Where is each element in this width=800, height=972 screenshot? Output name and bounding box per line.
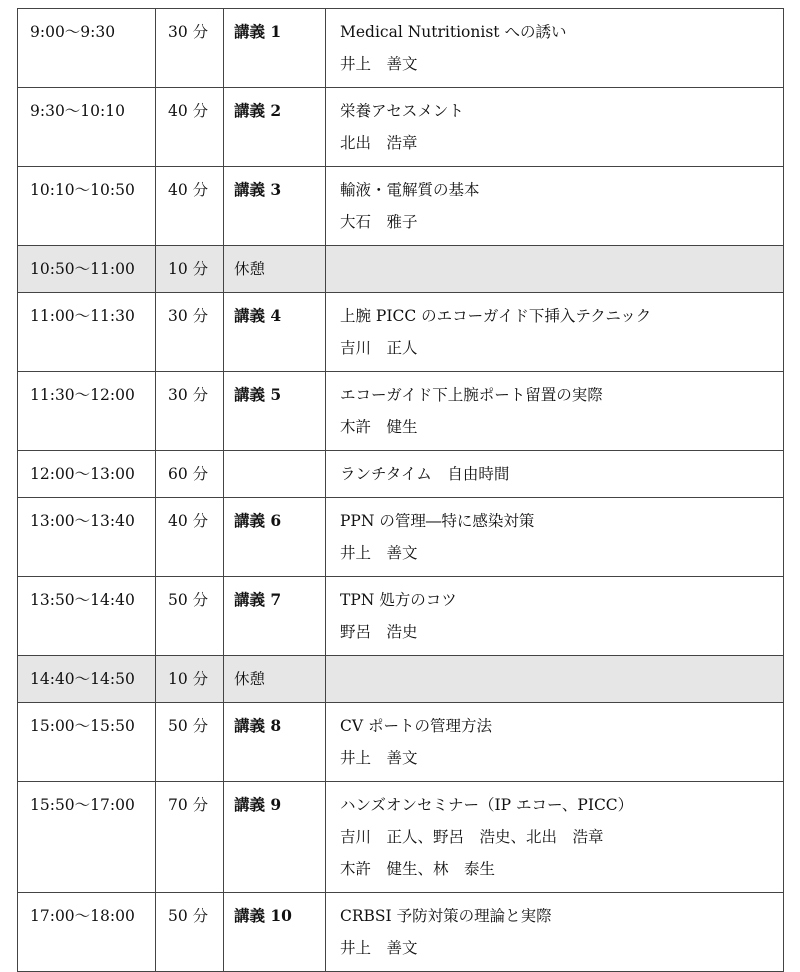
time-cell: 15:50～17:00 [18, 782, 156, 893]
topic-title: ランチタイム 自由時間 [340, 465, 510, 483]
speaker-names: 吉川 正人 [340, 339, 418, 357]
duration-cell: 40 分 [156, 167, 224, 246]
topic-cell [326, 893, 784, 972]
time-cell: 11:00～11:30 [18, 293, 156, 372]
speaker-names: 木許 健生 [340, 418, 418, 436]
lecture-cell: 講義 6 [224, 498, 326, 577]
topic-cell [326, 498, 784, 577]
time-cell: 14:40～14:50 [18, 656, 156, 703]
topic-title: PPN の管理―特に感染対策 [340, 512, 535, 530]
duration-cell: 50 分 [156, 893, 224, 972]
duration-cell: 10 分 [156, 246, 224, 293]
table-row [18, 782, 784, 893]
time-cell: 15:00～15:50 [18, 703, 156, 782]
duration-cell: 30 分 [156, 372, 224, 451]
lecture-cell: 講義 5 [224, 372, 326, 451]
lecture-cell: 講義 10 [224, 893, 326, 972]
table-row [18, 372, 784, 451]
topic-cell [326, 782, 784, 893]
lecture-cell: 講義 1 [224, 9, 326, 88]
time-cell: 10:50～11:00 [18, 246, 156, 293]
topic-title: エコーガイド下上腕ポート留置の実際 [340, 386, 603, 404]
duration-cell: 40 分 [156, 498, 224, 577]
duration-cell: 70 分 [156, 782, 224, 893]
break-row [18, 246, 784, 293]
topic-cell [326, 9, 784, 88]
topic-title: CV ポートの管理方法 [340, 717, 492, 735]
lecture-cell: 講義 8 [224, 703, 326, 782]
table-row [18, 893, 784, 972]
table-row [18, 451, 784, 498]
schedule-table [17, 8, 784, 972]
topic-cell [326, 577, 784, 656]
duration-cell: 10 分 [156, 656, 224, 703]
time-cell: 9:00～9:30 [18, 9, 156, 88]
time-cell: 12:00～13:00 [18, 451, 156, 498]
duration-cell: 30 分 [156, 9, 224, 88]
time-cell: 9:30～10:10 [18, 88, 156, 167]
table-row [18, 703, 784, 782]
duration-cell: 40 分 [156, 88, 224, 167]
topic-cell [326, 246, 784, 293]
topic-cell [326, 656, 784, 703]
time-cell: 10:10～10:50 [18, 167, 156, 246]
duration-cell: 50 分 [156, 703, 224, 782]
topic-title: CRBSI 予防対策の理論と実際 [340, 907, 552, 925]
topic-title: TPN 処方のコツ [340, 591, 457, 609]
topic-cell [326, 372, 784, 451]
speaker-names: 井上 善文 [340, 749, 418, 767]
topic-title: 輸液・電解質の基本 [340, 181, 480, 199]
speaker-names: 井上 善文 [340, 55, 418, 73]
speaker-names: 北出 浩章 [340, 134, 418, 152]
table-row [18, 293, 784, 372]
topic-cell [326, 451, 784, 498]
time-cell: 11:30～12:00 [18, 372, 156, 451]
lecture-cell: 講義 2 [224, 88, 326, 167]
table-row [18, 88, 784, 167]
lecture-cell: 休憩 [224, 656, 326, 703]
speaker-names: 野呂 浩史 [340, 623, 418, 641]
topic-title: 上腕 PICC のエコーガイド下挿入テクニック [340, 307, 652, 325]
speaker-names: 木許 健生、林 泰生 [340, 860, 496, 878]
topic-cell [326, 293, 784, 372]
schedule-body [18, 9, 784, 972]
break-row [18, 656, 784, 703]
speaker-names: 吉川 正人、野呂 浩史、北出 浩章 [340, 828, 604, 846]
table-row [18, 498, 784, 577]
lecture-cell: 講義 7 [224, 577, 326, 656]
topic-cell [326, 167, 784, 246]
topic-title: Medical Nutritionist への誘い [340, 23, 567, 41]
duration-cell: 30 分 [156, 293, 224, 372]
speaker-names: 井上 善文 [340, 939, 418, 957]
time-cell: 17:00～18:00 [18, 893, 156, 972]
lecture-cell: 講義 3 [224, 167, 326, 246]
lecture-cell [224, 451, 326, 498]
table-row [18, 167, 784, 246]
topic-title: ハンズオンセミナー（IP エコー、PICC） [340, 796, 634, 814]
time-cell: 13:50～14:40 [18, 577, 156, 656]
lecture-cell: 講義 9 [224, 782, 326, 893]
table-row [18, 577, 784, 656]
table-row [18, 9, 784, 88]
topic-title: 栄養アセスメント [340, 102, 464, 120]
time-cell: 13:00～13:40 [18, 498, 156, 577]
duration-cell: 60 分 [156, 451, 224, 498]
lecture-cell: 講義 4 [224, 293, 326, 372]
speaker-names: 井上 善文 [340, 544, 418, 562]
speaker-names: 大石 雅子 [340, 213, 418, 231]
topic-cell [326, 703, 784, 782]
topic-cell [326, 88, 784, 167]
duration-cell: 50 分 [156, 577, 224, 656]
lecture-cell: 休憩 [224, 246, 326, 293]
